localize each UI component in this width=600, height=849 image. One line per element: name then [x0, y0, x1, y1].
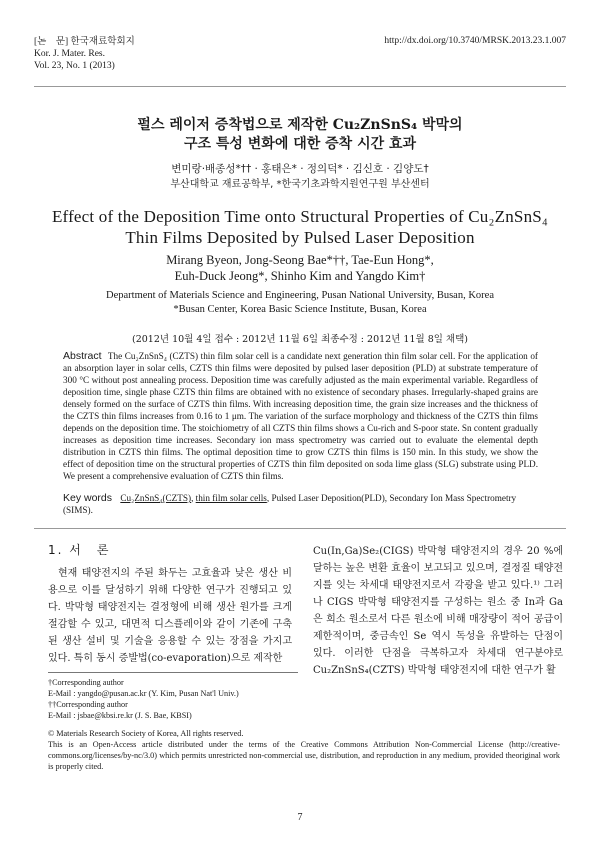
abstract-label: Abstract [63, 350, 102, 362]
keyword-thin-film-solar-cells: thin film solar cells [195, 493, 267, 503]
korean-authors: 변미랑·배종성*†† · 홍태은* · 정의덕* · 김신호 · 김양도† [171, 163, 429, 175]
english-title-line-1: Effect of the Deposition Time onto Structural Properties of Cu₂ZnSnS₄ [51, 207, 549, 226]
section-heading-introduction: 1. 서 론 [48, 543, 111, 557]
english-authors-line-1: Mirang Byeon, Jong-Seong Bae*††, Tae-Eun Hong*, [166, 253, 434, 267]
journal-name-korean: [논 문] 한국재료학회지 [34, 37, 135, 47]
corresponding-author-1: †Corresponding author [48, 678, 124, 687]
received-dates: (2012년 10월 4일 접수 : 2012년 11월 6일 최종수정 : 2012년 11월 8일 채택) [131, 334, 468, 345]
keywords-label: Key words [63, 492, 113, 504]
english-authors-line-2: Euh-Duck Jeong*, Shinho Kim and Yangdo Kim† [174, 269, 426, 283]
english-authors [34, 252, 566, 284]
english-affiliation-line-1: Department of Materials Science and Engineering, Pusan National University, Busan, Korea [106, 290, 494, 301]
email-1: E-Mail : yangdo@pusan.ac.kr (Y. Kim, Pusan Nat'l Univ.) [48, 689, 239, 698]
abstract [63, 350, 538, 482]
copyright-notice: © Materials Research Society of Korea, All rights reserved. [48, 729, 244, 738]
english-affiliation-line-2: *Busan Center, Korea Basic Science Institute, Busan, Korea [173, 304, 427, 315]
keywords-rest: , Pulsed Laser Deposition(PLD), Secondary Ion Mass Spectrometry (SIMS). [63, 493, 517, 515]
header-divider [34, 86, 566, 87]
english-title-line-2: Thin Films Deposited by Pulsed Laser Deposition [125, 228, 475, 247]
doi-link[interactable]: http://dx.doi.org/10.3740/MRSK.2013.23.1.007 [384, 36, 566, 46]
korean-title [34, 116, 566, 154]
license-text: This is an Open-Access article distributed under the terms of the Creative Commons Attribution Non-Commercial License (http://creative-commons.org/licenses/by-nc/3.0) which permits unrestricted non-commercial use, distribution, and reproduction in any medium, provided theoriginal work is properly cited. [48, 740, 560, 771]
license-block [48, 728, 560, 772]
english-title [34, 206, 566, 248]
keyword-czts: Cu₂ZnSnS₄(CZTS) [120, 493, 192, 503]
keywords: Key words Cu₂ZnSnS₄(CZTS), thin film solar cells, Pulsed Laser Deposition(PLD), Secondary Ion Mass Spectrometry (SIMS). [63, 492, 517, 515]
journal-info [34, 36, 135, 72]
korean-title-line-2: 구조 특성 변화에 대한 증착 시간 효과 [183, 136, 417, 152]
corresponding-author-2: ††Corresponding author [48, 700, 128, 709]
footnotes [48, 677, 239, 721]
english-affiliation [34, 289, 566, 317]
abstract-divider [34, 528, 566, 529]
abstract-text: The Cu₂ZnSnS₄ (CZTS) thin film solar cell is a candidate next generation thin film solar cell. For the application of an absorption layer in solar cells, CZTS thin films were deposited by pulsed laser deposition (PLD) at substrate temperature of 300 °C without post annealing process. Deposition time was carefully adjusted as the main experimental variable. Regardless of deposition time, single phase CZTS thin films are obtained with no existence of secondary phases. Irregularly-shaped grains are densely formed on the surface of CZTS thin films. With increasing deposition time, the grain size increases and the thickness of the CZTS thin films increases from 0.16 to 1 μm. The variation of the surface morphology and thickness of the CZTS thin films depends on the deposition time. The stoichiometry of all CZTS thin films shows a Cu-rich and S-poor state. Sn content gradually increases as deposition time increases. Secondary ion mass spectrometry was carried out to evaluate the elemental depth distribution in CZTS thin films. The optimal deposition time to grow CZTS thin films is 150 min. In this study, we show the effect of deposition time on the structural properties of CZTS thin film deposited on soda lime glass (SLG) substrate using PLD. We present a comprehensive evaluation of CZTS thin films. [63, 351, 538, 481]
email-2: E-Mail : jsbae@kbsi.re.kr (J. S. Bae, KBSI) [48, 711, 192, 720]
footnote-divider [48, 672, 298, 673]
page-number: 7 [297, 812, 303, 823]
journal-name-english: Kor. J. Mater. Res. [34, 49, 105, 59]
korean-affiliation: 부산대학교 재료공학부, *한국기초과학지원연구원 부산센터 [170, 179, 430, 190]
intro-left-column: 현재 태양전지의 주된 화두는 고효율과 낮은 생산 비용으로 이를 달성하기 위해 다양한 연구가 진행되고 있다. 박막형 태양전지는 결정형에 비해 생산 원가를 크게 절감할 수 있고, 대면적 디스플레이와 같이 기존에 구축된 생산 설비 및 기술을 응용할 수 있는 장점을 가지고 있다. 특히 동시 증발법(co-evaporation)으로 제작한 [48, 568, 292, 664]
korean-title-line-1: 펄스 레이저 증착법으로 제작한 Cu₂ZnSnS₄ 박막의 [137, 117, 463, 133]
intro-right-column: Cu(In,Ga)Se₂(CIGS) 박막형 태양전지의 경우 20 %에 달하는 높은 변환 효율이 보고되고 있으며, 결정질 태양전지를 잇는 차세대 태양전지로서 각광을 받고 있다.¹⁾ 그러나 CIGS 박막형 태양전지를 구성하는 원소 중 In과 Ga은 희소 원소로서 다른 원소에 비해 매장량이 적어 공급이 제한적이며, 중금속인 Se 역시 독성을 유발하는 단점이 있다. 이러한 단점을 극복하고자 차세대 연구분야로 Cu₂ZnSnS₄(CZTS) 박막형 태양전지에 대한 연구가 활 [313, 546, 563, 676]
journal-volume: Vol. 23, No. 1 (2013) [34, 61, 115, 71]
